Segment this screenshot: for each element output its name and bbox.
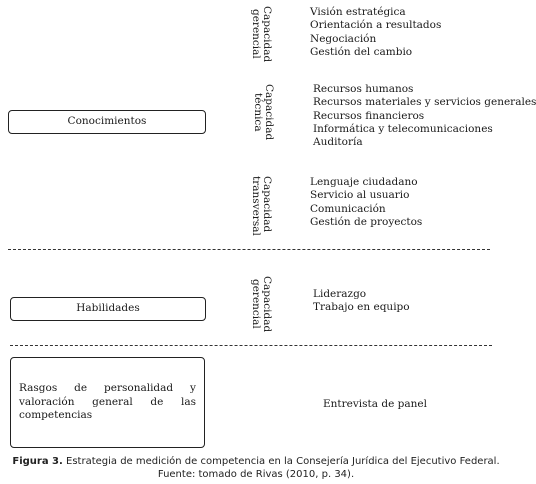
list-item: Negociación [310,32,377,45]
list-item: Informática y telecomunicaciones [313,122,493,135]
group-2-list [313,83,536,149]
figure-caption [0,455,512,481]
list-item: Recursos materiales y servicios generales [313,96,536,109]
list-item: Liderazgo [313,288,367,300]
separator-line [8,249,490,250]
group-2-label: Capacidad técnica [252,84,275,141]
habilidades-box [10,297,206,321]
rasgos-box [10,357,205,448]
list-item: Trabajo en equipo [313,301,410,314]
list-item: Visión estratégica [310,6,406,18]
group-3-list [310,176,422,229]
list-item: Recursos humanos [313,83,414,95]
group-4-list [313,288,410,315]
group-1-list [310,6,441,59]
figure-title: Estrategia de medición de competencia en la Consejería Jurídica del Ejecutivo Federal. [62,456,500,467]
conocimientos-label: Conocimientos [67,115,147,128]
list-item: Servicio al usuario [310,189,410,202]
list-item: Lenguaje ciudadano [310,176,418,188]
separator-line [10,345,492,346]
list-item: Gestión de proyectos [310,215,423,228]
figure-source: Fuente: tomado de Rivas (2010, p. 34). [157,469,355,480]
list-item: Recursos financieros [313,109,425,122]
list-item: Gestión del cambio [310,45,413,58]
rasgos-label: Rasgos de personalidad y valoración general de las competencias [19,382,196,422]
conocimientos-box [8,110,206,134]
habilidades-label: Habilidades [76,302,140,315]
list-item: Auditoría [313,136,363,149]
group-1-label: Capacidad gerencial [250,6,273,63]
group-4-label: Capacidad gerencial [250,276,273,333]
panel-interview-label: Entrevista de panel [323,398,427,410]
group-3-label: Capacidad transversal [250,176,273,236]
list-item: Orientación a resultados [310,19,442,32]
figure-number: Figura 3. [12,456,63,467]
list-item: Comunicación [310,202,386,215]
